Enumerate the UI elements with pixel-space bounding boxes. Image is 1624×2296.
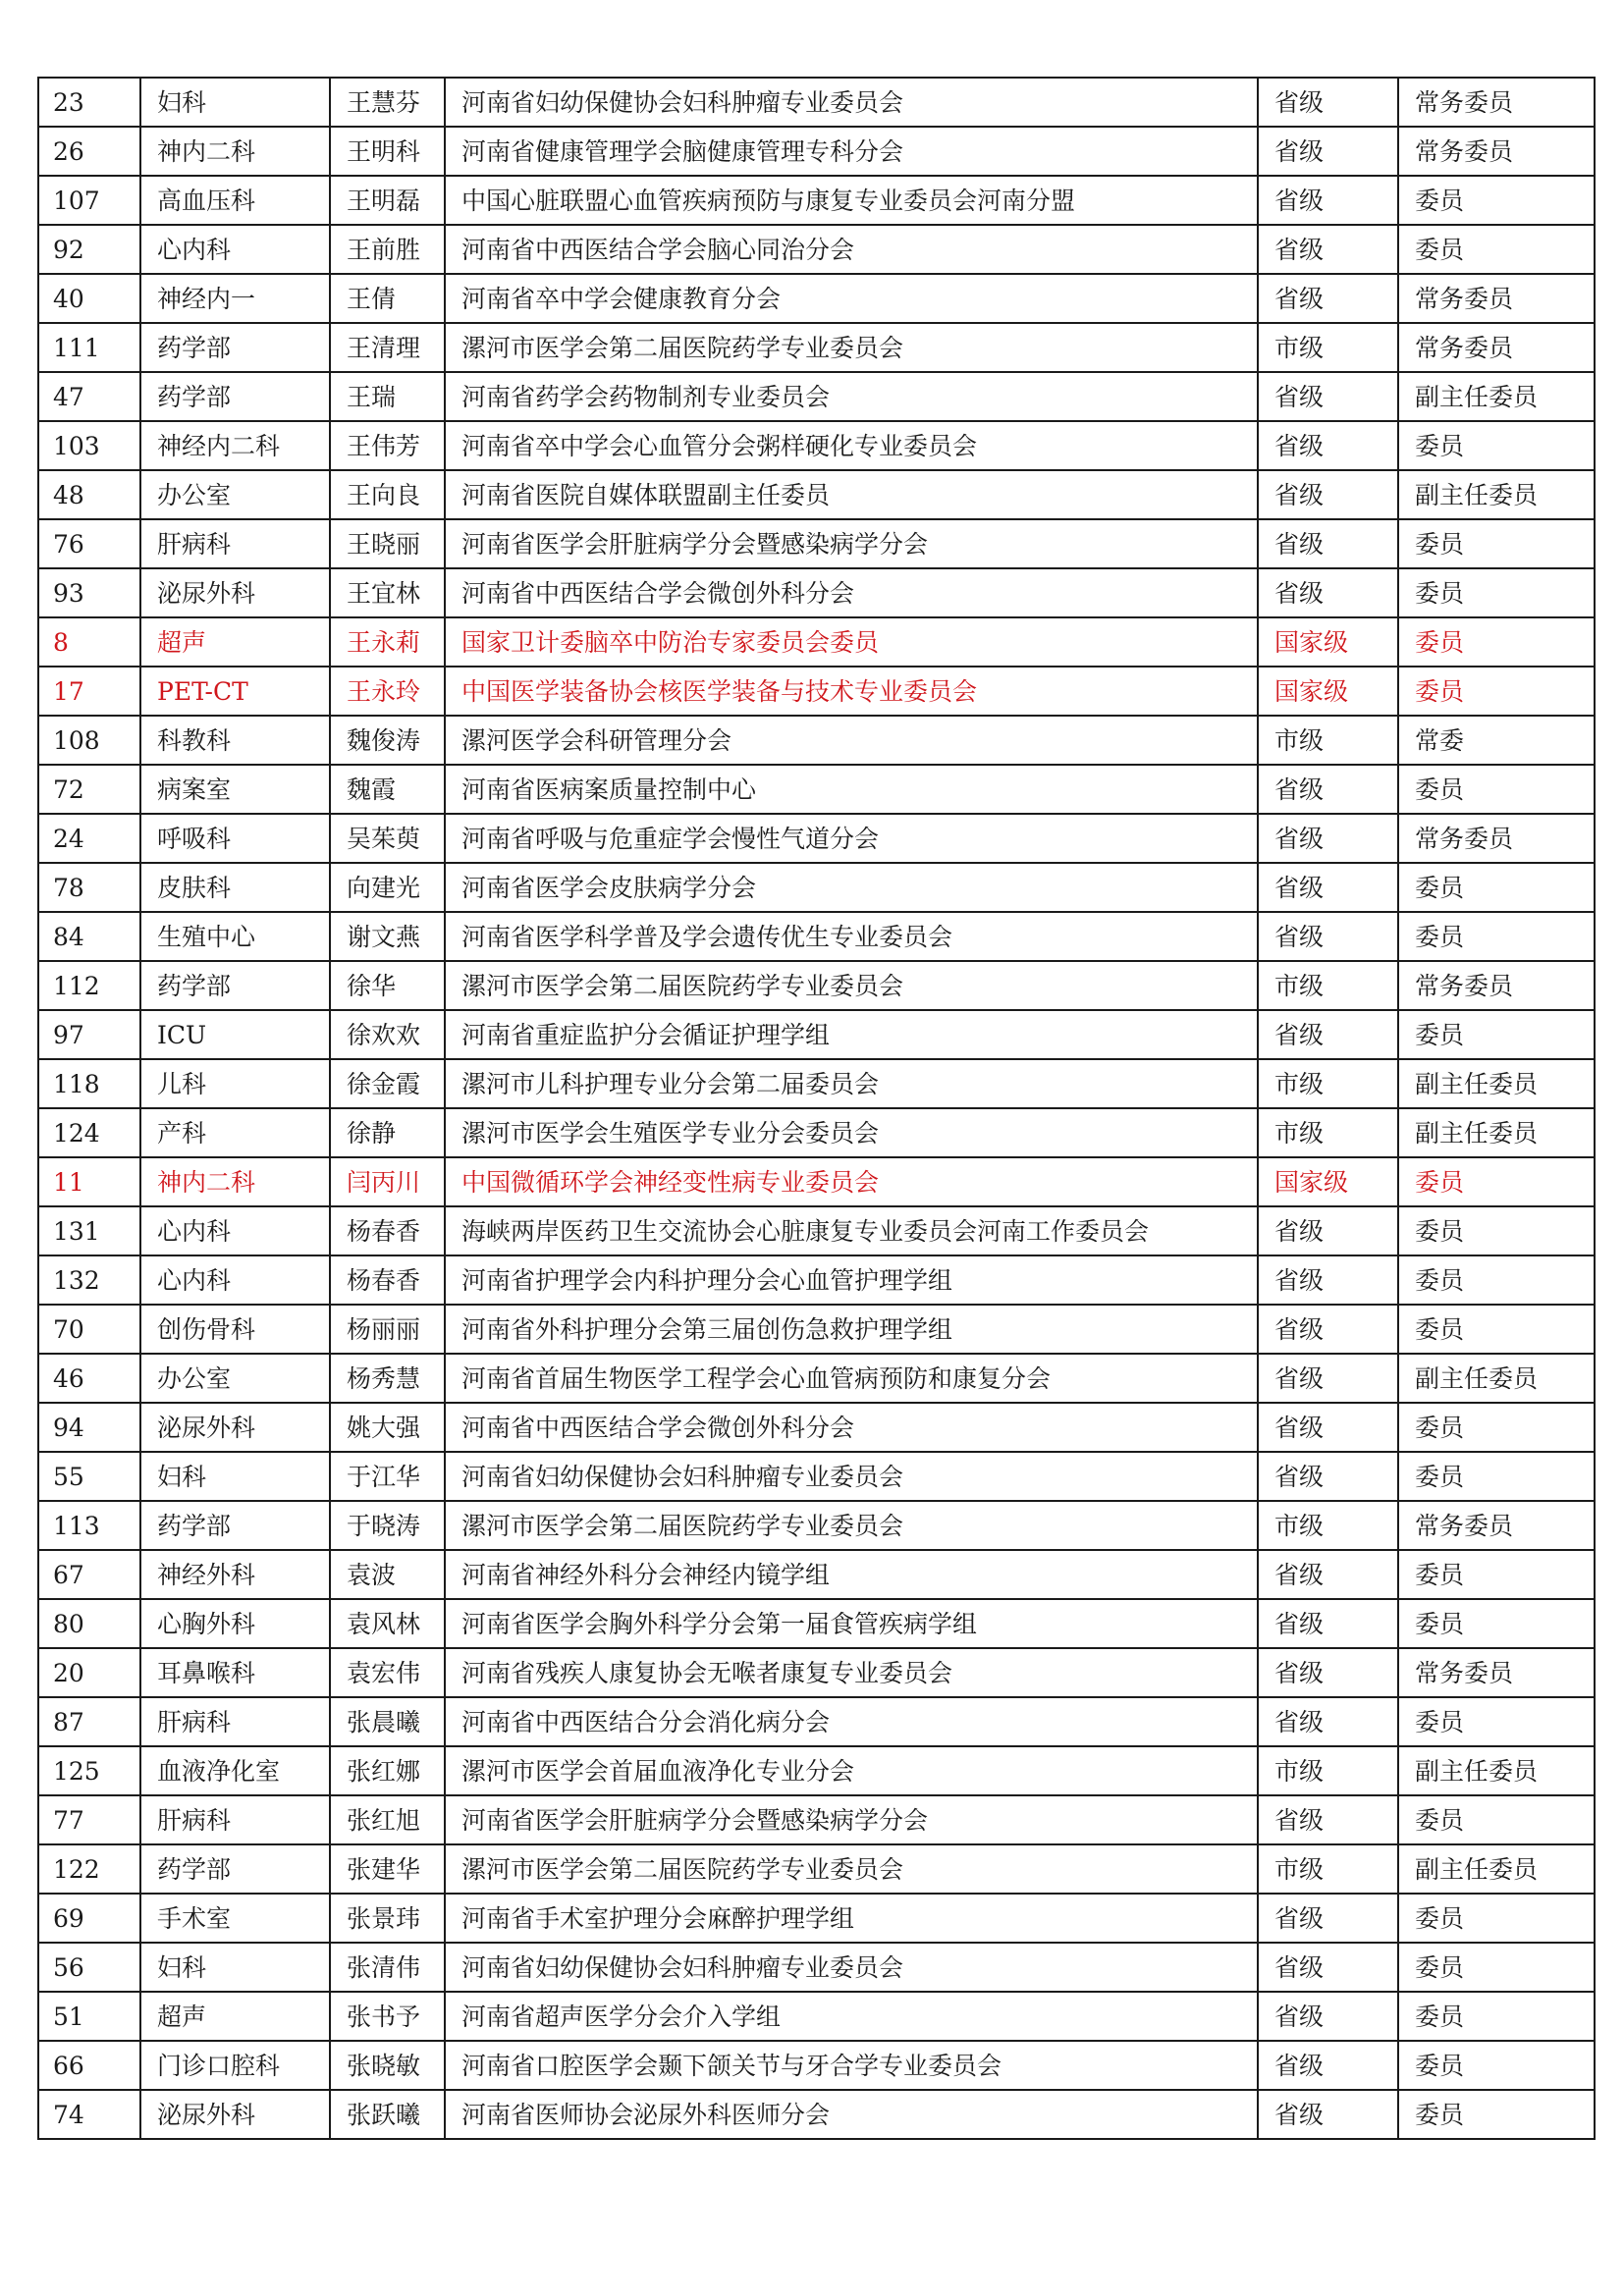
row-number-cell: 69 xyxy=(38,1894,140,1943)
department-cell: 药学部 xyxy=(140,323,330,372)
role-cell: 委员 xyxy=(1398,617,1595,667)
row-number-cell: 17 xyxy=(38,667,140,716)
department-cell: 泌尿外科 xyxy=(140,568,330,617)
level-cell: 省级 xyxy=(1258,225,1398,274)
person-name-cell: 王明科 xyxy=(330,127,445,176)
level-cell: 市级 xyxy=(1258,716,1398,765)
organization-cell: 河南省手术室护理分会麻醉护理学组 xyxy=(445,1894,1258,1943)
row-number-cell: 47 xyxy=(38,372,140,421)
row-number-cell: 132 xyxy=(38,1255,140,1305)
person-name-cell: 王伟芳 xyxy=(330,421,445,470)
organization-cell: 中国微循环学会神经变性病专业委员会 xyxy=(445,1157,1258,1206)
row-number-cell: 77 xyxy=(38,1795,140,1844)
role-cell: 副主任委员 xyxy=(1398,1746,1595,1795)
person-name-cell: 姚大强 xyxy=(330,1403,445,1452)
organization-cell: 国家卫计委脑卒中防治专家委员会委员 xyxy=(445,617,1258,667)
role-cell: 委员 xyxy=(1398,912,1595,961)
role-cell: 常务委员 xyxy=(1398,1501,1595,1550)
table-row xyxy=(38,1305,1595,1354)
row-number-cell: 80 xyxy=(38,1599,140,1648)
department-cell: 神经内二科 xyxy=(140,421,330,470)
member-table xyxy=(37,77,1596,2140)
organization-cell: 河南省药学会药物制剂专业委员会 xyxy=(445,372,1258,421)
organization-cell: 河南省护理学会内科护理分会心血管护理学组 xyxy=(445,1255,1258,1305)
row-number-cell: 107 xyxy=(38,176,140,225)
role-cell: 委员 xyxy=(1398,1157,1595,1206)
level-cell: 省级 xyxy=(1258,1992,1398,2041)
organization-cell: 河南省医学科学普及学会遗传优生专业委员会 xyxy=(445,912,1258,961)
row-number-cell: 46 xyxy=(38,1354,140,1403)
row-number-cell: 93 xyxy=(38,568,140,617)
table-row xyxy=(38,912,1595,961)
organization-cell: 河南省残疾人康复协会无喉者康复专业委员会 xyxy=(445,1648,1258,1697)
row-number-cell: 55 xyxy=(38,1452,140,1501)
organization-cell: 河南省医师协会泌尿外科医师分会 xyxy=(445,2090,1258,2139)
role-cell: 副主任委员 xyxy=(1398,1844,1595,1894)
table-row xyxy=(38,127,1595,176)
table-row xyxy=(38,1648,1595,1697)
organization-cell: 漯河市医学会首届血液净化专业分会 xyxy=(445,1746,1258,1795)
department-cell: 泌尿外科 xyxy=(140,1403,330,1452)
role-cell: 委员 xyxy=(1398,1305,1595,1354)
row-number-cell: 51 xyxy=(38,1992,140,2041)
person-name-cell: 谢文燕 xyxy=(330,912,445,961)
organization-cell: 河南省健康管理学会脑健康管理专科分会 xyxy=(445,127,1258,176)
organization-cell: 河南省医学会肝脏病学分会暨感染病学分会 xyxy=(445,1795,1258,1844)
person-name-cell: 于晓涛 xyxy=(330,1501,445,1550)
role-cell: 委员 xyxy=(1398,519,1595,568)
row-number-cell: 20 xyxy=(38,1648,140,1697)
organization-cell: 河南省妇幼保健协会妇科肿瘤专业委员会 xyxy=(445,78,1258,127)
department-cell: 妇科 xyxy=(140,1452,330,1501)
table-row xyxy=(38,568,1595,617)
level-cell: 省级 xyxy=(1258,421,1398,470)
department-cell: 肝病科 xyxy=(140,1697,330,1746)
level-cell: 省级 xyxy=(1258,1255,1398,1305)
table-row xyxy=(38,1746,1595,1795)
person-name-cell: 张建华 xyxy=(330,1844,445,1894)
level-cell: 省级 xyxy=(1258,1452,1398,1501)
row-number-cell: 8 xyxy=(38,617,140,667)
role-cell: 委员 xyxy=(1398,1894,1595,1943)
department-cell: 产科 xyxy=(140,1108,330,1157)
level-cell: 省级 xyxy=(1258,1354,1398,1403)
role-cell: 副主任委员 xyxy=(1398,1354,1595,1403)
row-number-cell: 72 xyxy=(38,765,140,814)
role-cell: 副主任委员 xyxy=(1398,1108,1595,1157)
person-name-cell: 王向良 xyxy=(330,470,445,519)
organization-cell: 河南省医学会皮肤病学分会 xyxy=(445,863,1258,912)
person-name-cell: 杨丽丽 xyxy=(330,1305,445,1354)
department-cell: 生殖中心 xyxy=(140,912,330,961)
department-cell: 泌尿外科 xyxy=(140,2090,330,2139)
table-row xyxy=(38,1943,1595,1992)
organization-cell: 河南省卒中学会健康教育分会 xyxy=(445,274,1258,323)
department-cell: 心内科 xyxy=(140,1255,330,1305)
level-cell: 省级 xyxy=(1258,176,1398,225)
person-name-cell: 杨秀慧 xyxy=(330,1354,445,1403)
row-number-cell: 112 xyxy=(38,961,140,1010)
role-cell: 常务委员 xyxy=(1398,127,1595,176)
level-cell: 省级 xyxy=(1258,470,1398,519)
department-cell: 门诊口腔科 xyxy=(140,2041,330,2090)
row-number-cell: 84 xyxy=(38,912,140,961)
row-number-cell: 92 xyxy=(38,225,140,274)
department-cell: 神经内一 xyxy=(140,274,330,323)
person-name-cell: 张清伟 xyxy=(330,1943,445,1992)
department-cell: 药学部 xyxy=(140,1844,330,1894)
department-cell: 药学部 xyxy=(140,372,330,421)
department-cell: 药学部 xyxy=(140,961,330,1010)
table-row xyxy=(38,1108,1595,1157)
organization-cell: 漯河市医学会生殖医学专业分会委员会 xyxy=(445,1108,1258,1157)
department-cell: 神内二科 xyxy=(140,1157,330,1206)
department-cell: 肝病科 xyxy=(140,519,330,568)
organization-cell: 河南省外科护理分会第三届创伤急救护理学组 xyxy=(445,1305,1258,1354)
person-name-cell: 杨春香 xyxy=(330,1206,445,1255)
row-number-cell: 26 xyxy=(38,127,140,176)
person-name-cell: 魏俊涛 xyxy=(330,716,445,765)
department-cell: 神内二科 xyxy=(140,127,330,176)
table-row xyxy=(38,765,1595,814)
person-name-cell: 王前胜 xyxy=(330,225,445,274)
row-number-cell: 11 xyxy=(38,1157,140,1206)
row-number-cell: 48 xyxy=(38,470,140,519)
role-cell: 委员 xyxy=(1398,765,1595,814)
department-cell: 耳鼻喉科 xyxy=(140,1648,330,1697)
level-cell: 国家级 xyxy=(1258,1157,1398,1206)
department-cell: 手术室 xyxy=(140,1894,330,1943)
organization-cell: 河南省口腔医学会颞下颌关节与牙合学专业委员会 xyxy=(445,2041,1258,2090)
level-cell: 国家级 xyxy=(1258,617,1398,667)
role-cell: 委员 xyxy=(1398,421,1595,470)
level-cell: 省级 xyxy=(1258,127,1398,176)
department-cell: 心胸外科 xyxy=(140,1599,330,1648)
organization-cell: 漯河医学会科研管理分会 xyxy=(445,716,1258,765)
table-row xyxy=(38,716,1595,765)
level-cell: 省级 xyxy=(1258,1894,1398,1943)
level-cell: 市级 xyxy=(1258,1844,1398,1894)
department-cell: ICU xyxy=(140,1010,330,1059)
row-number-cell: 23 xyxy=(38,78,140,127)
organization-cell: 河南省神经外科分会神经内镜学组 xyxy=(445,1550,1258,1599)
department-cell: 病案室 xyxy=(140,765,330,814)
role-cell: 委员 xyxy=(1398,1795,1595,1844)
role-cell: 常务委员 xyxy=(1398,274,1595,323)
organization-cell: 漯河市医学会第二届医院药学专业委员会 xyxy=(445,323,1258,372)
level-cell: 省级 xyxy=(1258,372,1398,421)
row-number-cell: 131 xyxy=(38,1206,140,1255)
role-cell: 委员 xyxy=(1398,568,1595,617)
organization-cell: 河南省医病案质量控制中心 xyxy=(445,765,1258,814)
person-name-cell: 王瑞 xyxy=(330,372,445,421)
table-row xyxy=(38,176,1595,225)
person-name-cell: 张景玮 xyxy=(330,1894,445,1943)
organization-cell: 河南省妇幼保健协会妇科肿瘤专业委员会 xyxy=(445,1452,1258,1501)
table-row xyxy=(38,2090,1595,2139)
table-row xyxy=(38,1059,1595,1108)
person-name-cell: 闫丙川 xyxy=(330,1157,445,1206)
table-row xyxy=(38,863,1595,912)
department-cell: 心内科 xyxy=(140,225,330,274)
person-name-cell: 张红娜 xyxy=(330,1746,445,1795)
department-cell: 办公室 xyxy=(140,1354,330,1403)
row-number-cell: 87 xyxy=(38,1697,140,1746)
table-row xyxy=(38,961,1595,1010)
department-cell: 妇科 xyxy=(140,78,330,127)
row-number-cell: 24 xyxy=(38,814,140,863)
department-cell: 血液净化室 xyxy=(140,1746,330,1795)
organization-cell: 河南省医院自媒体联盟副主任委员 xyxy=(445,470,1258,519)
role-cell: 委员 xyxy=(1398,1697,1595,1746)
role-cell: 常务委员 xyxy=(1398,1648,1595,1697)
table-row xyxy=(38,1206,1595,1255)
person-name-cell: 徐华 xyxy=(330,961,445,1010)
person-name-cell: 王永莉 xyxy=(330,617,445,667)
level-cell: 市级 xyxy=(1258,1059,1398,1108)
level-cell: 省级 xyxy=(1258,1550,1398,1599)
level-cell: 省级 xyxy=(1258,1403,1398,1452)
person-name-cell: 于江华 xyxy=(330,1452,445,1501)
person-name-cell: 王倩 xyxy=(330,274,445,323)
role-cell: 委员 xyxy=(1398,1452,1595,1501)
level-cell: 省级 xyxy=(1258,78,1398,127)
table-row xyxy=(38,421,1595,470)
department-cell: 超声 xyxy=(140,1992,330,2041)
row-number-cell: 113 xyxy=(38,1501,140,1550)
organization-cell: 河南省中西医结合学会微创外科分会 xyxy=(445,1403,1258,1452)
person-name-cell: 张晨曦 xyxy=(330,1697,445,1746)
role-cell: 委员 xyxy=(1398,2090,1595,2139)
level-cell: 市级 xyxy=(1258,961,1398,1010)
person-name-cell: 张书予 xyxy=(330,1992,445,2041)
row-number-cell: 103 xyxy=(38,421,140,470)
level-cell: 省级 xyxy=(1258,1305,1398,1354)
level-cell: 市级 xyxy=(1258,323,1398,372)
organization-cell: 海峡两岸医药卫生交流协会心脏康复专业委员会河南工作委员会 xyxy=(445,1206,1258,1255)
person-name-cell: 袁波 xyxy=(330,1550,445,1599)
role-cell: 委员 xyxy=(1398,1255,1595,1305)
department-cell: 创伤骨科 xyxy=(140,1305,330,1354)
row-number-cell: 76 xyxy=(38,519,140,568)
row-number-cell: 56 xyxy=(38,1943,140,1992)
level-cell: 省级 xyxy=(1258,1648,1398,1697)
table-row xyxy=(38,1599,1595,1648)
role-cell: 副主任委员 xyxy=(1398,372,1595,421)
organization-cell: 河南省妇幼保健协会妇科肿瘤专业委员会 xyxy=(445,1943,1258,1992)
department-cell: 高血压科 xyxy=(140,176,330,225)
level-cell: 省级 xyxy=(1258,1795,1398,1844)
table-row xyxy=(38,323,1595,372)
table-row xyxy=(38,1010,1595,1059)
row-number-cell: 97 xyxy=(38,1010,140,1059)
department-cell: PET-CT xyxy=(140,667,330,716)
table-row xyxy=(38,617,1595,667)
organization-cell: 中国心脏联盟心血管疾病预防与康复专业委员会河南分盟 xyxy=(445,176,1258,225)
department-cell: 神经外科 xyxy=(140,1550,330,1599)
role-cell: 常务委员 xyxy=(1398,78,1595,127)
organization-cell: 河南省中西医结合学会脑心同治分会 xyxy=(445,225,1258,274)
organization-cell: 河南省中西医结合分会消化病分会 xyxy=(445,1697,1258,1746)
role-cell: 副主任委员 xyxy=(1398,1059,1595,1108)
row-number-cell: 74 xyxy=(38,2090,140,2139)
person-name-cell: 王明磊 xyxy=(330,176,445,225)
role-cell: 委员 xyxy=(1398,1206,1595,1255)
level-cell: 省级 xyxy=(1258,1010,1398,1059)
role-cell: 委员 xyxy=(1398,1403,1595,1452)
person-name-cell: 王清理 xyxy=(330,323,445,372)
person-name-cell: 吴茱萸 xyxy=(330,814,445,863)
level-cell: 省级 xyxy=(1258,274,1398,323)
level-cell: 市级 xyxy=(1258,1746,1398,1795)
organization-cell: 漯河市医学会第二届医院药学专业委员会 xyxy=(445,961,1258,1010)
person-name-cell: 徐欢欢 xyxy=(330,1010,445,1059)
role-cell: 委员 xyxy=(1398,176,1595,225)
row-number-cell: 67 xyxy=(38,1550,140,1599)
organization-cell: 河南省中西医结合学会微创外科分会 xyxy=(445,568,1258,617)
organization-cell: 河南省超声医学分会介入学组 xyxy=(445,1992,1258,2041)
table-row xyxy=(38,78,1595,127)
person-name-cell: 魏霞 xyxy=(330,765,445,814)
level-cell: 市级 xyxy=(1258,1501,1398,1550)
table-row xyxy=(38,1992,1595,2041)
level-cell: 省级 xyxy=(1258,765,1398,814)
level-cell: 省级 xyxy=(1258,2090,1398,2139)
person-name-cell: 杨春香 xyxy=(330,1255,445,1305)
person-name-cell: 徐静 xyxy=(330,1108,445,1157)
row-number-cell: 122 xyxy=(38,1844,140,1894)
table-row xyxy=(38,274,1595,323)
role-cell: 委员 xyxy=(1398,1550,1595,1599)
row-number-cell: 108 xyxy=(38,716,140,765)
department-cell: 心内科 xyxy=(140,1206,330,1255)
person-name-cell: 向建光 xyxy=(330,863,445,912)
level-cell: 省级 xyxy=(1258,568,1398,617)
row-number-cell: 94 xyxy=(38,1403,140,1452)
person-name-cell: 张晓敏 xyxy=(330,2041,445,2090)
table-row xyxy=(38,814,1595,863)
table-row xyxy=(38,1697,1595,1746)
row-number-cell: 111 xyxy=(38,323,140,372)
person-name-cell: 徐金霞 xyxy=(330,1059,445,1108)
organization-cell: 河南省呼吸与危重症学会慢性气道分会 xyxy=(445,814,1258,863)
level-cell: 省级 xyxy=(1258,814,1398,863)
role-cell: 常务委员 xyxy=(1398,961,1595,1010)
table-row xyxy=(38,1844,1595,1894)
person-name-cell: 王宜林 xyxy=(330,568,445,617)
role-cell: 委员 xyxy=(1398,225,1595,274)
department-cell: 药学部 xyxy=(140,1501,330,1550)
department-cell: 妇科 xyxy=(140,1943,330,1992)
role-cell: 委员 xyxy=(1398,1992,1595,2041)
role-cell: 委员 xyxy=(1398,1943,1595,1992)
table-row xyxy=(38,1157,1595,1206)
level-cell: 省级 xyxy=(1258,1697,1398,1746)
role-cell: 委员 xyxy=(1398,863,1595,912)
person-name-cell: 王慧芬 xyxy=(330,78,445,127)
department-cell: 肝病科 xyxy=(140,1795,330,1844)
organization-cell: 漯河市儿科护理专业分会第二届委员会 xyxy=(445,1059,1258,1108)
department-cell: 办公室 xyxy=(140,470,330,519)
role-cell: 副主任委员 xyxy=(1398,470,1595,519)
table-row xyxy=(38,1550,1595,1599)
row-number-cell: 125 xyxy=(38,1746,140,1795)
organization-cell: 中国医学装备协会核医学装备与技术专业委员会 xyxy=(445,667,1258,716)
level-cell: 市级 xyxy=(1258,1108,1398,1157)
organization-cell: 漯河市医学会第二届医院药学专业委员会 xyxy=(445,1844,1258,1894)
department-cell: 皮肤科 xyxy=(140,863,330,912)
table-row xyxy=(38,519,1595,568)
row-number-cell: 40 xyxy=(38,274,140,323)
level-cell: 省级 xyxy=(1258,2041,1398,2090)
department-cell: 科教科 xyxy=(140,716,330,765)
role-cell: 常务委员 xyxy=(1398,814,1595,863)
table-row xyxy=(38,1255,1595,1305)
table-row xyxy=(38,1354,1595,1403)
role-cell: 委员 xyxy=(1398,1010,1595,1059)
role-cell: 委员 xyxy=(1398,1599,1595,1648)
person-name-cell: 张红旭 xyxy=(330,1795,445,1844)
person-name-cell: 张跃曦 xyxy=(330,2090,445,2139)
row-number-cell: 78 xyxy=(38,863,140,912)
role-cell: 常委 xyxy=(1398,716,1595,765)
department-cell: 超声 xyxy=(140,617,330,667)
organization-cell: 河南省首届生物医学工程学会心血管病预防和康复分会 xyxy=(445,1354,1258,1403)
table-row xyxy=(38,667,1595,716)
level-cell: 省级 xyxy=(1258,1599,1398,1648)
row-number-cell: 118 xyxy=(38,1059,140,1108)
level-cell: 省级 xyxy=(1258,1206,1398,1255)
level-cell: 省级 xyxy=(1258,912,1398,961)
row-number-cell: 66 xyxy=(38,2041,140,2090)
table-row xyxy=(38,1894,1595,1943)
row-number-cell: 70 xyxy=(38,1305,140,1354)
person-name-cell: 袁风林 xyxy=(330,1599,445,1648)
role-cell: 委员 xyxy=(1398,667,1595,716)
member-table-body xyxy=(38,78,1595,2139)
person-name-cell: 袁宏伟 xyxy=(330,1648,445,1697)
role-cell: 常务委员 xyxy=(1398,323,1595,372)
person-name-cell: 王永玲 xyxy=(330,667,445,716)
department-cell: 呼吸科 xyxy=(140,814,330,863)
organization-cell: 河南省重症监护分会循证护理学组 xyxy=(445,1010,1258,1059)
level-cell: 国家级 xyxy=(1258,667,1398,716)
level-cell: 省级 xyxy=(1258,519,1398,568)
table-row xyxy=(38,1795,1595,1844)
organization-cell: 河南省卒中学会心血管分会粥样硬化专业委员会 xyxy=(445,421,1258,470)
department-cell: 儿科 xyxy=(140,1059,330,1108)
table-row xyxy=(38,1403,1595,1452)
table-row xyxy=(38,225,1595,274)
role-cell: 委员 xyxy=(1398,2041,1595,2090)
organization-cell: 漯河市医学会第二届医院药学专业委员会 xyxy=(445,1501,1258,1550)
level-cell: 省级 xyxy=(1258,863,1398,912)
table-row xyxy=(38,470,1595,519)
table-row xyxy=(38,1501,1595,1550)
person-name-cell: 王晓丽 xyxy=(330,519,445,568)
row-number-cell: 124 xyxy=(38,1108,140,1157)
table-row xyxy=(38,372,1595,421)
organization-cell: 河南省医学会肝脏病学分会暨感染病学分会 xyxy=(445,519,1258,568)
level-cell: 省级 xyxy=(1258,1943,1398,1992)
table-row xyxy=(38,2041,1595,2090)
organization-cell: 河南省医学会胸外科学分会第一届食管疾病学组 xyxy=(445,1599,1258,1648)
table-row xyxy=(38,1452,1595,1501)
